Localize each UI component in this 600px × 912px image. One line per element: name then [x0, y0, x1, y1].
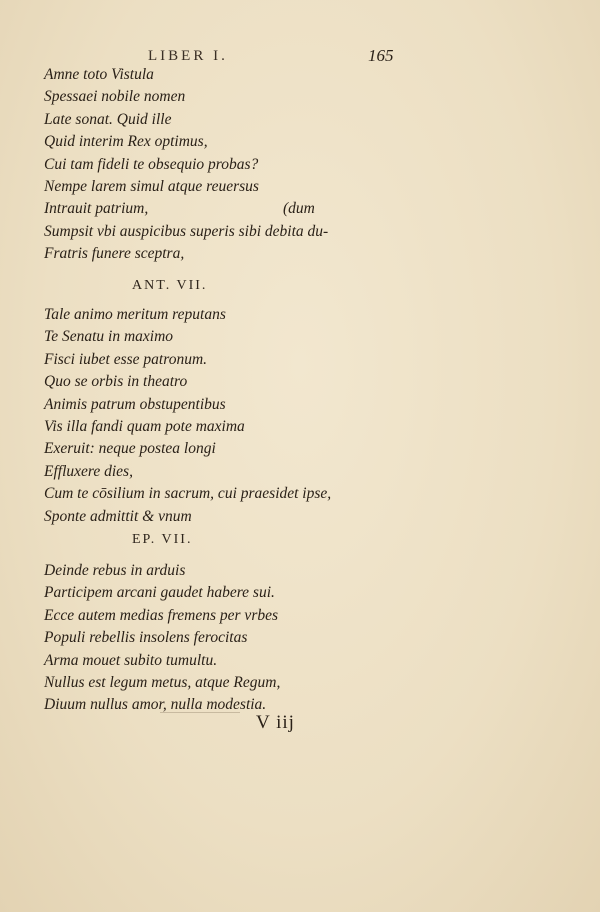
verse-line: Ecce autem medias fremens per vrbes — [44, 606, 279, 624]
signature-mark: V iij — [256, 712, 295, 733]
verse-line: Late sonat. Quid ille — [44, 110, 172, 128]
verse-line: Intrauit patrium, — [44, 200, 149, 218]
verse-line: Exeruit: neque postea longi — [44, 440, 216, 458]
verse-block-1 — [44, 64, 344, 266]
verse-line: Sumpsit vbi auspicibus superis sibi debita du- — [44, 222, 329, 240]
verse-line: Fratris funere sceptra, — [44, 245, 185, 263]
verse-line: Cui tam fideli te obsequio probas? — [44, 155, 259, 173]
verse-line: Spessaei nobile nomen — [44, 88, 186, 106]
verse-line: Populi rebellis insolens ferocitas — [44, 629, 248, 647]
verse-line: Nempe larem simul atque reuersus — [44, 178, 259, 196]
verse-block-3 — [44, 560, 344, 717]
verse-line: Diuum nullus amor, nulla modestia. — [44, 696, 267, 714]
verse-line: Arma mouet subito tumultu. — [44, 651, 218, 669]
verse-line: Quo se orbis in theatro — [44, 373, 188, 391]
verse-line: Sponte admittit & vnum — [44, 507, 192, 525]
section-heading-ep: EP. VII. — [132, 532, 193, 547]
verse-line: Participem arcani gaudet habere sui. — [44, 584, 275, 602]
verse-turnover: (dum — [283, 200, 315, 217]
verse-line: Te Senatu in maximo — [44, 328, 174, 346]
section-heading-ant: ANT. VII. — [132, 278, 208, 293]
signature-rule — [160, 712, 240, 713]
verse-line: Fisci iubet esse patronum. — [44, 350, 208, 368]
verse-line: Effluxere dies, — [44, 462, 133, 480]
verse-line: Amne toto Vistula — [44, 66, 154, 83]
verse-line: Nullus est legum metus, atque Regum, — [44, 674, 281, 692]
running-head: LIBER I. — [148, 48, 228, 64]
verse-line: Tale animo meritum reputans — [44, 306, 226, 323]
verse-line: Cum te cōsilium in sacrum, cui praesidet ipse, — [44, 485, 332, 503]
verse-line: Vis illa fandi quam pote maxima — [44, 418, 245, 436]
verse-block-2 — [44, 304, 344, 528]
page-number: 165 — [368, 46, 394, 65]
verse-line: Deinde rebus in arduis — [44, 562, 186, 579]
verse-line: Quid interim Rex optimus, — [44, 133, 208, 151]
verse-line: Animis patrum obstupentibus — [44, 395, 226, 413]
